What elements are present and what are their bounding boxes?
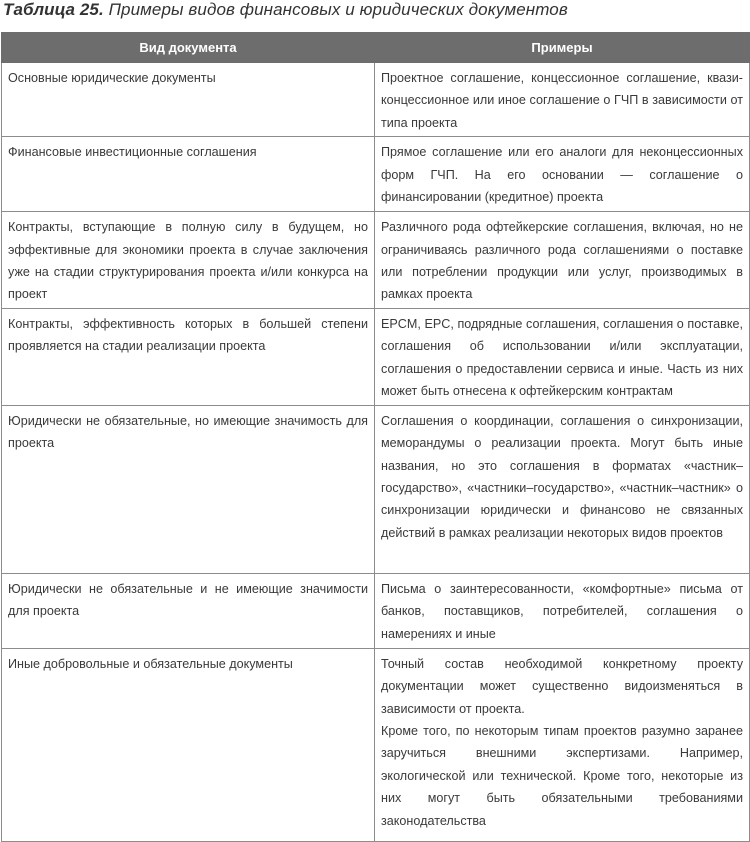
examples-paragraph: Прямое соглашение или его аналоги для неконцессионных форм ГЧП. На его основании — соглашение о финансировании (кредитное) проекта xyxy=(381,145,743,205)
table-row xyxy=(2,648,750,841)
cell-examples xyxy=(375,648,750,841)
cell-examples xyxy=(375,573,750,648)
table-row xyxy=(2,573,750,648)
caption-label: Таблица 25. xyxy=(3,0,104,19)
cell-document-type: Основные юридические документы xyxy=(2,63,375,137)
table-row xyxy=(2,63,750,137)
caption-title: Примеры видов финансовых и юридических документов xyxy=(108,0,568,19)
examples-paragraph: Кроме того, по некоторым типам проектов разумно заранее заручиться внешними экспертизами. Например, экологической или технической. Кроме того, некоторые из них могут быть обязательными требованиями законодательства xyxy=(381,724,743,828)
cell-document-type: Юридически не обязательные и не имеющие значимости для проекта xyxy=(2,573,375,648)
cell-document-type: Финансовые инвестиционные соглашения xyxy=(2,137,375,212)
cell-examples xyxy=(375,63,750,137)
table-row xyxy=(2,137,750,212)
examples-paragraph: Проектное соглашение, концессионное соглашение, квази-концессионное или иное соглашение о ГЧП в зависимости от типа проекта xyxy=(381,71,743,130)
table-caption xyxy=(3,0,568,20)
table-row xyxy=(2,405,750,573)
table-row xyxy=(2,308,750,405)
cell-examples xyxy=(375,212,750,309)
cell-examples xyxy=(375,137,750,212)
cell-document-type: Иные добровольные и обязательные документы xyxy=(2,648,375,841)
examples-paragraph: Письма о заинтересованности, «комфортные» письма от банков, поставщиков, потребителей, соглашения о намерениях и иные xyxy=(381,581,743,641)
examples-paragraph: EPCM, EPC, подрядные соглашения, соглашения о поставке, соглашения об использовании и/или эксплуатации, соглашения о предоставлении сервиса и иные. Часть из них может быть отнесена к офтейкерским контрактам xyxy=(381,316,743,399)
table-header-row xyxy=(2,33,750,63)
cell-examples xyxy=(375,308,750,405)
header-examples: Примеры xyxy=(375,33,750,63)
table-row xyxy=(2,212,750,309)
examples-paragraph: Точный состав необходимой конкретному проекту документации может существенно видоизменяться в зависимости от проекта. xyxy=(381,656,743,716)
documents-table xyxy=(1,32,750,842)
cell-document-type: Контракты, вступающие в полную силу в будущем, но эффективные для экономики проекта в случае заключения уже на стадии структурирования проекта и/или конкурса на проект xyxy=(2,212,375,309)
header-document-type: Вид документа xyxy=(2,33,375,63)
cell-document-type: Контракты, эффективность которых в большей степени проявляется на стадии реализации проекта xyxy=(2,308,375,405)
examples-paragraph: Соглашения о координации, соглашения о синхронизации, меморандумы о реализации проекта. Могут быть иные названия, но это соглашения в форматах «частник–государство», «частники–государство», «частник–частник» о синхронизации юридически и финансово не связанных действий в рамках реализации некоторых видов проектов xyxy=(381,413,743,540)
cell-examples xyxy=(375,405,750,573)
cell-document-type: Юридически не обязательные, но имеющие значимость для проекта xyxy=(2,405,375,573)
examples-paragraph: Различного рода офтейкерские соглашения, включая, но не ограничиваясь различного рода соглашениями о поставке или потреблении продукции или услуг, производимых в рамках проекта xyxy=(381,220,743,302)
